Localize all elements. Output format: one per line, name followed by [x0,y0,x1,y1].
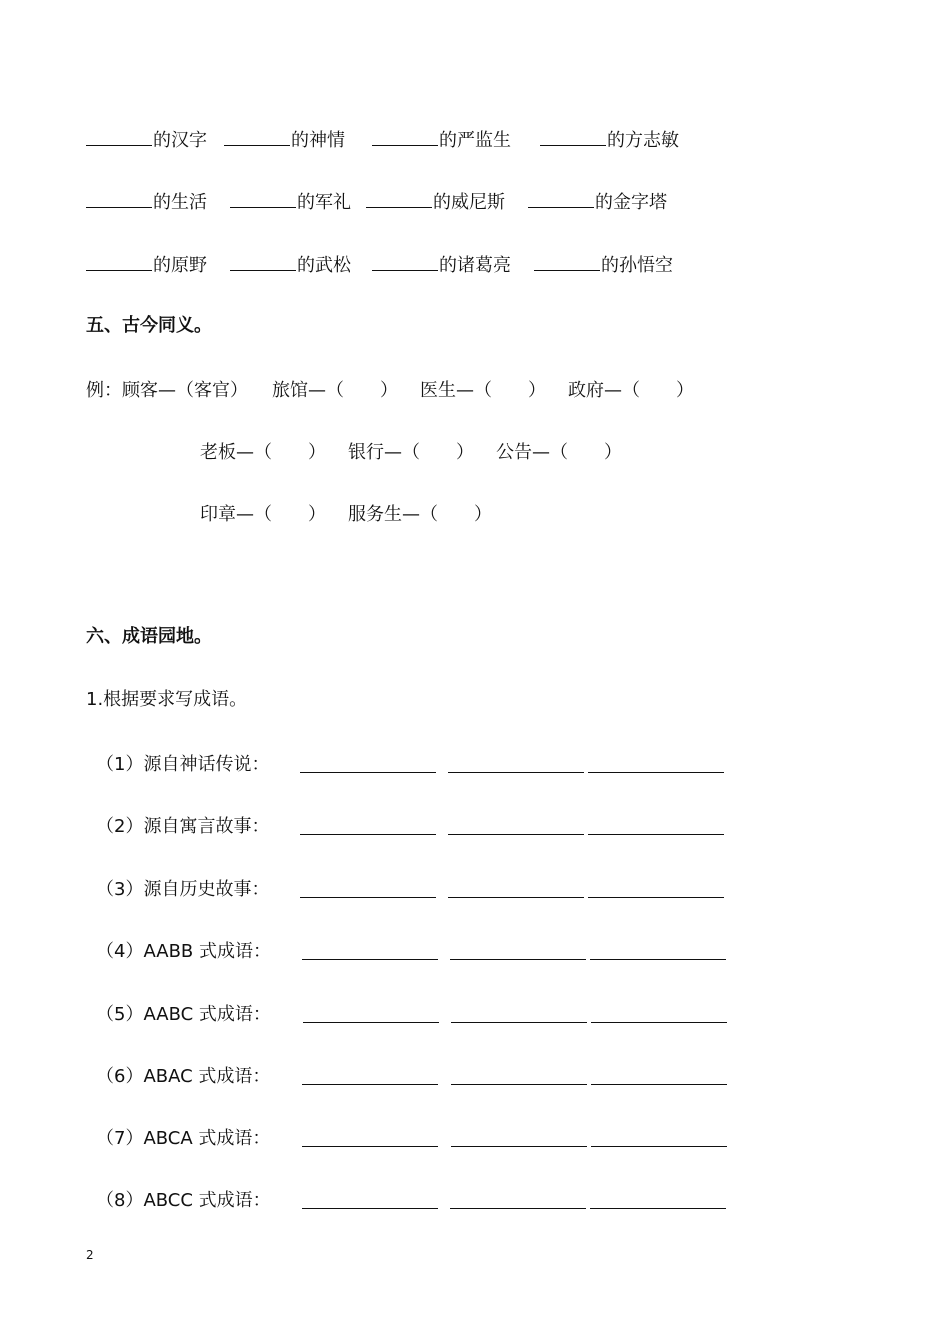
answer-line[interactable] [448,772,584,773]
idiom-label: （4）AABB 式成语： [96,941,271,962]
synonym-item: 旅馆—（ ） [272,380,398,401]
idiom-label: （1）源自神话传说： [96,754,270,775]
blank-line[interactable] [534,252,600,271]
idiom-label: （3）源自历史故事： [96,879,270,900]
idiom-label: （7）ABCA 式成语： [96,1128,271,1149]
idiom-label: （2）源自寓言故事： [96,816,270,837]
fill-item [534,251,673,277]
answer-line[interactable] [448,897,584,898]
answer-line[interactable] [590,1208,726,1209]
fill-text: 的孙悟空 [601,255,673,276]
synonym-item: 政府—（ ） [568,380,694,401]
answer-line[interactable] [450,1208,586,1209]
synonym-item: 医生—（ ） [420,380,546,401]
answer-line[interactable] [451,1022,587,1023]
synonym-item: 服务生—（ ） [348,504,492,525]
fill-item [540,126,679,152]
fill-text: 的严监生 [439,130,511,151]
fill-item [366,188,505,214]
blank-line[interactable] [86,127,152,146]
answer-line[interactable] [588,772,724,773]
answer-line[interactable] [591,1084,727,1085]
fill-item [86,188,207,214]
answer-line[interactable] [451,1146,587,1147]
answer-line[interactable] [300,897,436,898]
blank-line[interactable] [372,252,438,271]
answer-line[interactable] [300,772,436,773]
idiom-label: （6）ABAC 式成语： [96,1066,271,1087]
answer-line[interactable] [302,1084,438,1085]
example-text: 例：顾客—（客官） [86,380,248,401]
section-6-heading: 六、成语园地。 [86,626,212,647]
page-number: 2 [86,1248,94,1262]
blank-line[interactable] [224,127,290,146]
blank-line[interactable] [372,127,438,146]
blank-line[interactable] [366,189,432,208]
section-5-heading: 五、古今同义。 [86,315,212,336]
answer-line[interactable] [302,1208,438,1209]
fill-text: 的诸葛亮 [439,255,511,276]
answer-line[interactable] [302,1146,438,1147]
blank-line[interactable] [540,127,606,146]
answer-line[interactable] [588,834,724,835]
fill-item [230,188,351,214]
blank-line[interactable] [230,252,296,271]
answer-line[interactable] [591,1022,727,1023]
fill-item [528,188,667,214]
fill-text: 的方志敏 [607,130,679,151]
fill-item [224,126,345,152]
fill-text: 的汉字 [153,130,207,151]
answer-line[interactable] [588,897,724,898]
fill-item [372,126,511,152]
idiom-label: （5）AABC 式成语： [96,1004,271,1025]
blank-line[interactable] [230,189,296,208]
synonym-item: 公告—（ ） [496,442,622,463]
answer-line[interactable] [590,959,726,960]
answer-line[interactable] [448,834,584,835]
synonym-item: 老板—（ ） [200,442,326,463]
fill-text: 的神情 [291,130,345,151]
idiom-label: （8）ABCC 式成语： [96,1190,271,1211]
answer-line[interactable] [302,959,438,960]
fill-item [86,251,207,277]
blank-line[interactable] [528,189,594,208]
blank-line[interactable] [86,252,152,271]
synonym-item: 银行—（ ） [348,442,474,463]
fill-item [86,126,207,152]
answer-line[interactable] [303,1022,439,1023]
fill-text: 的生活 [153,192,207,213]
fill-text: 的原野 [153,255,207,276]
fill-item [372,251,511,277]
blank-line[interactable] [86,189,152,208]
fill-text: 的军礼 [297,192,351,213]
fill-text: 的金字塔 [595,192,667,213]
answer-line[interactable] [591,1146,727,1147]
answer-line[interactable] [300,834,436,835]
answer-line[interactable] [451,1084,587,1085]
synonym-item: 印章—（ ） [200,504,326,525]
fill-text: 的威尼斯 [433,192,505,213]
fill-item [230,251,351,277]
answer-line[interactable] [450,959,586,960]
fill-text: 的武松 [297,255,351,276]
sub-question-1: 1.根据要求写成语。 [86,689,248,710]
